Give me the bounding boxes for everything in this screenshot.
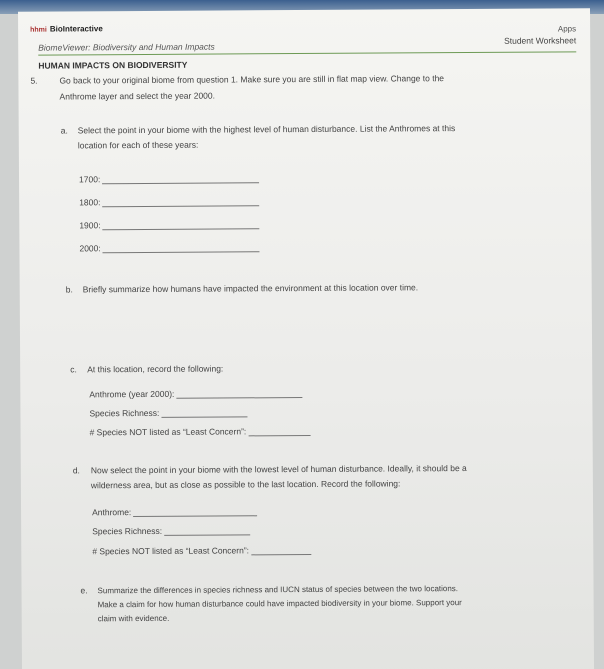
field-label: Species Richness: — [89, 407, 160, 419]
field-row — [92, 506, 257, 517]
qa-line2: location for each of these years: — [77, 139, 199, 151]
q5-number: 5. — [30, 75, 38, 86]
field-label: # Species NOT listed as “Least Concern”: — [92, 545, 250, 557]
year-label: 1800: — [79, 197, 101, 208]
qc-text: At this location, record the following: — [87, 363, 224, 375]
apps-label: Apps — [557, 24, 577, 34]
year-label: 1700: — [78, 174, 101, 185]
qb-text: Briefly summarize how humans have impacted the environment at this location over time. — [82, 282, 419, 295]
qe-line3: claim with evidence. — [97, 613, 170, 624]
qe-letter: e. — [80, 585, 88, 596]
brand — [30, 24, 103, 33]
worksheet-label: Student Worksheet — [504, 35, 577, 46]
field-label: Anthrome: — [92, 507, 132, 518]
field-label: # Species NOT listed as “Least Concern”: — [89, 426, 247, 438]
year-row — [79, 196, 259, 207]
q5-line2: Anthrome layer and select the year 2000. — [59, 90, 216, 102]
qd-line2: wilderness area, but as close as possible to the last location. Record the following: — [90, 478, 401, 491]
qc-letter: c. — [70, 364, 77, 375]
qb-letter: b. — [65, 284, 73, 295]
answer-blank[interactable] — [176, 388, 302, 399]
section-title: HUMAN IMPACTS ON BIODIVERSITY — [38, 59, 188, 71]
qd-line1: Now select the point in your biome with the lowest level of human disturbance. Ideally, it should be a — [90, 463, 467, 476]
brand-name: BioInteractive — [49, 24, 103, 34]
answer-blank[interactable] — [161, 407, 247, 418]
qa-line1: Select the point in your biome with the highest level of human disturbance. List the Anthromes at this — [77, 123, 456, 136]
field-label: Anthrome (year 2000): — [89, 388, 175, 400]
q5-line1: Go back to your original biome from question 1. Make sure you are still in flat map view. Change to the — [59, 73, 445, 86]
year-row — [79, 219, 259, 230]
field-row — [92, 545, 311, 556]
year-row — [79, 173, 259, 184]
qe-line2: Make a claim for how human disturbance could have impacted biodiversity in your biome. Support your — [97, 598, 462, 610]
answer-blank[interactable] — [103, 219, 260, 230]
field-row — [90, 426, 311, 437]
year-label: 1900: — [79, 220, 101, 231]
qd-letter: d. — [72, 465, 80, 476]
answer-blank[interactable] — [133, 506, 257, 517]
year-label: 2000: — [79, 243, 101, 254]
field-row — [89, 407, 247, 418]
answer-blank[interactable] — [251, 545, 311, 555]
hhmi-logo: hhmi — [30, 26, 47, 34]
subtitle: BiomeViewer: Biodiversity and Human Impacts — [38, 41, 215, 53]
worksheet-page — [18, 8, 594, 669]
field-row — [89, 388, 302, 399]
answer-blank[interactable] — [102, 173, 259, 184]
answer-blank[interactable] — [248, 426, 310, 436]
answer-blank[interactable] — [103, 242, 260, 253]
answer-blank[interactable] — [164, 525, 250, 536]
qa-letter: a. — [60, 125, 68, 136]
field-label: Species Richness: — [92, 525, 163, 537]
field-row — [92, 525, 250, 536]
year-row — [79, 242, 259, 253]
answer-blank[interactable] — [102, 196, 259, 207]
qe-line1: Summarize the differences in species richness and IUCN status of species between the two locations. — [97, 584, 459, 596]
